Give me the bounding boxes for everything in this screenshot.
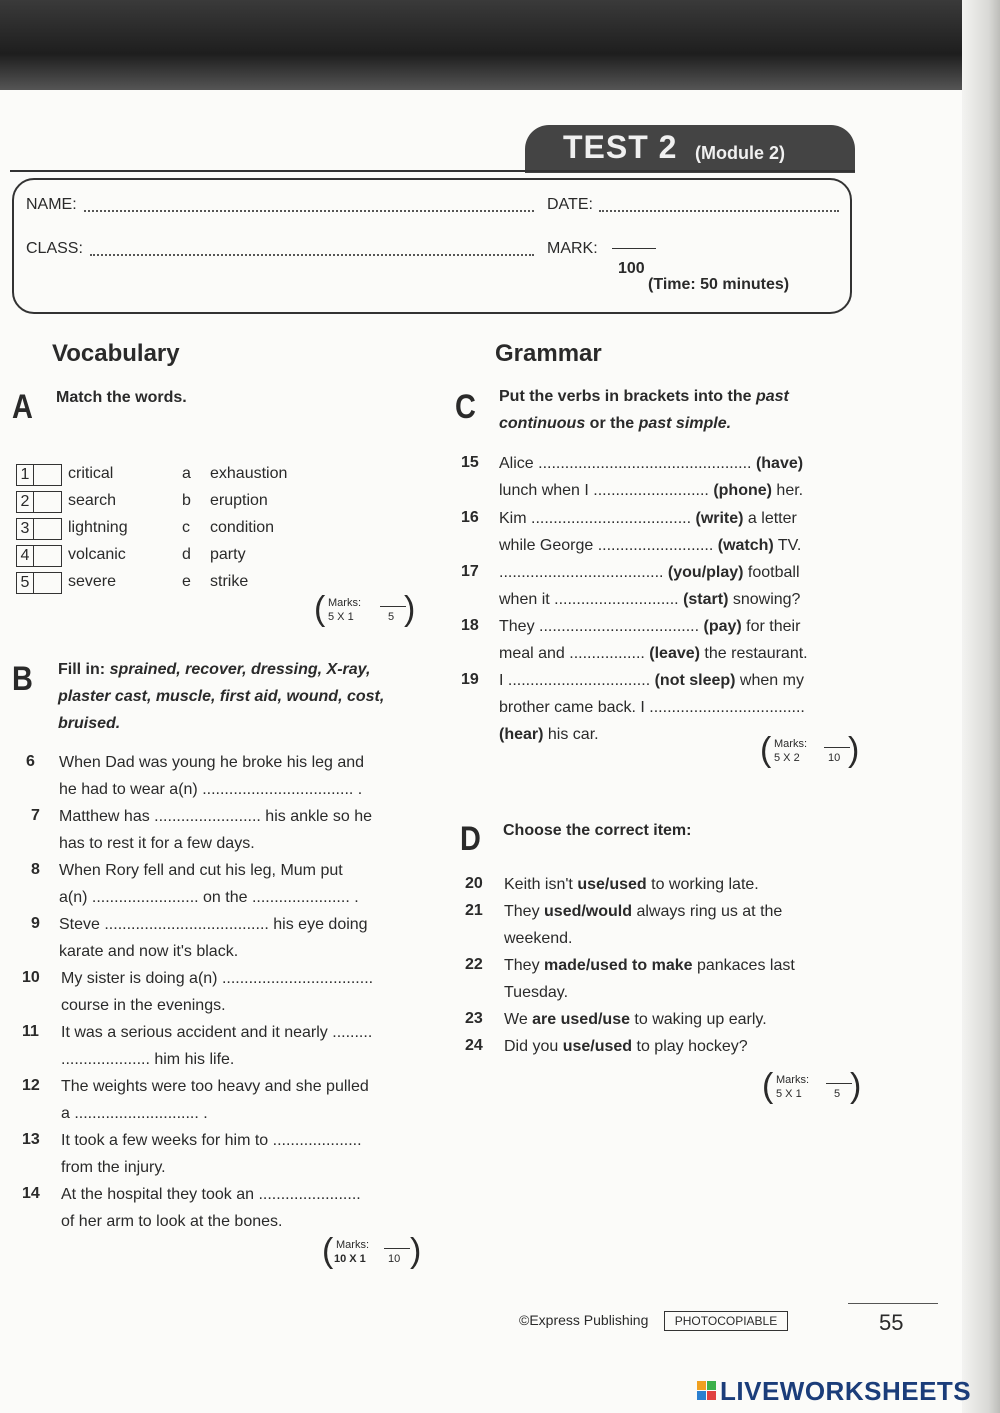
- answer-box-4[interactable]: 4: [16, 545, 62, 567]
- answer-box-5[interactable]: 5: [16, 572, 62, 594]
- mark-total: 100: [618, 260, 645, 277]
- marks-box-c: ( Marks: 5 X 2 10 ): [760, 731, 860, 769]
- option-letter-e: e: [182, 573, 191, 590]
- question-10-line1[interactable]: My sister is doing a(n) ..................................: [61, 970, 374, 987]
- header-rule: [10, 170, 855, 172]
- question-22-line2: Tuesday.: [504, 984, 569, 1001]
- section-d-letter: D: [460, 820, 481, 858]
- photocopiable-label: PHOTOCOPIABLE: [664, 1311, 788, 1331]
- question-7-line1[interactable]: Matthew has ........................ his ankle so he: [59, 808, 373, 825]
- question-6-line2[interactable]: he had to wear a(n) .................................. .: [59, 781, 363, 798]
- question-24[interactable]: Did you use/used to play hockey?: [504, 1038, 748, 1055]
- section-c-letter: C: [455, 388, 476, 426]
- question-8-line1: When Rory fell and cut his leg, Mum put: [59, 862, 343, 879]
- question-8-line2[interactable]: a(n) ........................ on the ...................... .: [59, 889, 359, 906]
- option-letter-d: d: [182, 546, 191, 563]
- question-13-line1[interactable]: It took a few weeks for him to ....................: [61, 1132, 362, 1149]
- section-a-letter: A: [12, 388, 33, 426]
- vocabulary-heading: Vocabulary: [52, 340, 180, 367]
- question-6-line1: When Dad was young he broke his leg and: [59, 754, 365, 771]
- match-word-1: critical: [68, 465, 114, 482]
- match-word-5: severe: [68, 573, 117, 590]
- question-14-line2: of her arm to look at the bones.: [61, 1213, 283, 1230]
- question-17-line2[interactable]: when it ............................ (start) snowing?: [499, 591, 801, 608]
- question-17-line1[interactable]: ..................................... (you/play) football: [499, 564, 800, 581]
- mark-field[interactable]: [612, 248, 656, 249]
- match-word-3: lightning: [68, 519, 128, 536]
- liveworksheets-logo-icon: [697, 1381, 717, 1401]
- match-word-4: volcanic: [68, 546, 126, 563]
- choice-24: use/used: [562, 1038, 633, 1055]
- question-18-line1[interactable]: They .................................... (pay) for their: [499, 618, 801, 635]
- question-19-line3: (hear) his car.: [499, 726, 599, 743]
- name-label: NAME:: [26, 196, 77, 213]
- liveworksheets-watermark[interactable]: LIVEWORKSHEETS: [720, 1376, 972, 1406]
- section-d-instruction: Choose the correct item:: [503, 822, 692, 839]
- question-20[interactable]: Keith isn't use/used to working late.: [504, 876, 759, 893]
- date-field[interactable]: [599, 210, 839, 212]
- question-23[interactable]: We are used/use to waking up early.: [504, 1011, 767, 1028]
- question-11-line2[interactable]: .................... him his life.: [61, 1051, 235, 1068]
- marks-box-d: ( Marks: 5 X 1 5 ): [762, 1067, 862, 1105]
- test-title-tab: [525, 125, 855, 173]
- section-a-instruction: Match the words.: [56, 389, 187, 406]
- publisher-credit: ©Express Publishing: [519, 1312, 649, 1328]
- date-label: DATE:: [547, 196, 593, 213]
- question-16-line1[interactable]: Kim .................................... (write) a letter: [499, 510, 797, 527]
- class-label: CLASS:: [26, 240, 83, 257]
- question-14-line1[interactable]: At the hospital they took an .......................: [61, 1186, 361, 1203]
- footer-rule: [848, 1303, 938, 1304]
- section-b-instruction: Fill in: sprained, recover, dressing, X-ray, plaster cast, muscle, first aid, wound, cost, bruised.: [58, 661, 385, 732]
- answer-box-1[interactable]: 1: [16, 464, 62, 486]
- option-word-c: condition: [210, 519, 275, 536]
- question-21[interactable]: They used/would always ring us at the: [504, 903, 783, 920]
- answer-box-3[interactable]: 3: [16, 518, 62, 540]
- question-11-line1[interactable]: It was a serious accident and it nearly .........: [61, 1024, 373, 1041]
- time-note: (Time: 50 minutes): [648, 276, 790, 293]
- match-word-2: search: [68, 492, 117, 509]
- question-15-line2[interactable]: lunch when I .......................... (phone) her.: [499, 482, 804, 499]
- page-number: 55: [879, 1310, 904, 1335]
- question-18-line2[interactable]: meal and ................. (leave) the restaurant.: [499, 645, 808, 662]
- module-label: (Module 2): [695, 143, 785, 163]
- grammar-heading: Grammar: [495, 340, 602, 367]
- question-15-line1[interactable]: Alice ................................................ (have): [499, 455, 804, 472]
- option-word-d: party: [210, 546, 246, 563]
- choice-23: are used/use: [532, 1011, 630, 1028]
- question-9-line2: karate and now it's black.: [59, 943, 239, 960]
- student-info-box: [12, 178, 852, 314]
- question-13-line2: from the injury.: [61, 1159, 166, 1176]
- option-letter-c: c: [182, 519, 190, 536]
- option-word-e: strike: [210, 573, 249, 590]
- class-field[interactable]: [90, 254, 534, 256]
- mark-label: MARK:: [547, 240, 598, 257]
- scan-right-edge: [962, 0, 1000, 1413]
- option-word-a: exhaustion: [210, 465, 288, 482]
- question-21-line2: weekend.: [504, 930, 573, 947]
- section-b-letter: B: [12, 660, 33, 698]
- question-16-line2[interactable]: while George .......................... (watch) TV.: [499, 537, 802, 554]
- scan-top-edge: [0, 0, 1000, 90]
- name-field[interactable]: [84, 210, 534, 212]
- question-12-line2[interactable]: a ............................ .: [61, 1105, 208, 1122]
- question-7-line2: has to rest it for a few days.: [59, 835, 255, 852]
- option-word-b: eruption: [210, 492, 268, 509]
- question-10-line2: course in the evenings.: [61, 997, 226, 1014]
- word-bank: sprained, recover, dressing, X-ray, plaster cast, muscle, first aid, wound, cost, bruised.: [58, 661, 385, 732]
- option-letter-a: a: [182, 465, 191, 482]
- marks-box-a: ( Marks: 5 X 1 5 ): [314, 590, 416, 628]
- question-9-line1[interactable]: Steve ..................................... his eye doing: [59, 916, 368, 933]
- choice-22: made/used to make: [544, 957, 693, 974]
- choice-21: used/would: [544, 903, 633, 920]
- option-letter-b: b: [182, 492, 191, 509]
- test-label: TEST 2: [563, 129, 678, 165]
- section-c-instruction: Put the verbs in brackets into the past continuous or the past simple.: [499, 388, 789, 432]
- question-19-line2[interactable]: brother came back. I ...................................: [499, 699, 805, 716]
- question-12-line1: The weights were too heavy and she pulled: [61, 1078, 369, 1095]
- answer-box-2[interactable]: 2: [16, 491, 62, 513]
- choice-20: use/used: [577, 876, 647, 893]
- marks-box-b: ( Marks: 10 X 1 10 ): [322, 1232, 422, 1270]
- question-22[interactable]: They made/used to make pankaces last: [504, 957, 795, 974]
- question-19-line1[interactable]: I ................................ (not sleep) when my: [499, 672, 804, 689]
